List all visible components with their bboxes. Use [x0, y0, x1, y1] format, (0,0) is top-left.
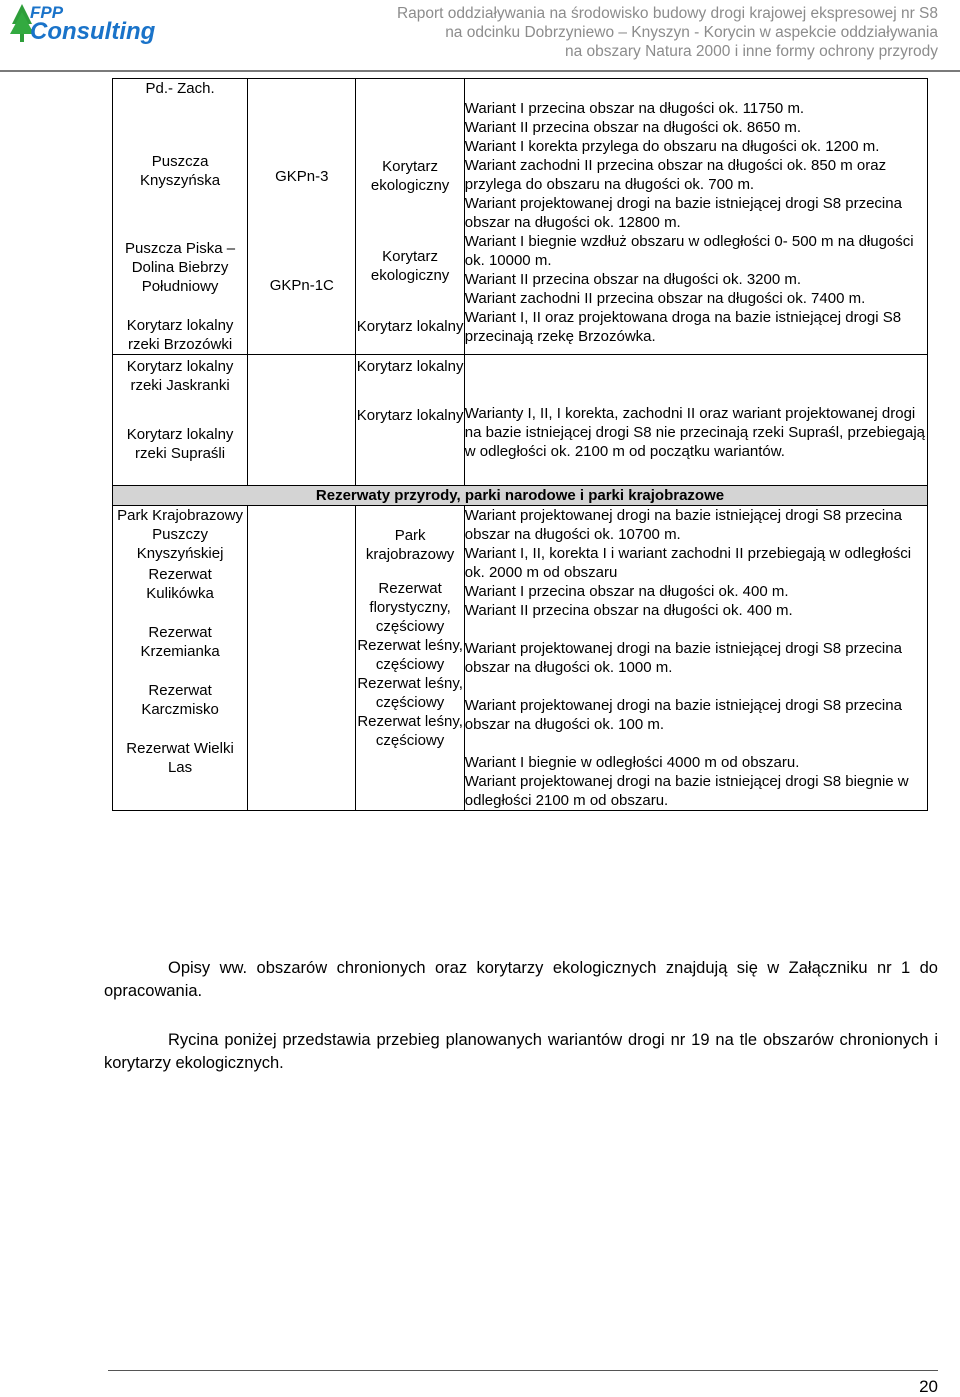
cell-text: Rezerwat Kulikówka — [146, 566, 214, 602]
protected-areas-table — [112, 78, 928, 811]
cell-text: GKPn-3 — [275, 168, 329, 185]
cell-text: Korytarz lokalny — [356, 318, 464, 335]
cell-text: Wariant projektowanej drogi na bazie istniejącej drogi S8 biegnie w odległości 2100 m od obszaru. — [464, 773, 909, 809]
cell-text: Puszcza Knyszyńska — [140, 153, 221, 189]
cell-text: Rezerwat florystyczny, częściowy — [369, 580, 451, 635]
logo-line-1: FPP — [30, 3, 64, 22]
cell-text: Park Krajobrazowy Puszczy Knyszyńskiej — [117, 507, 244, 562]
company-logo — [8, 2, 168, 44]
cell-text: Korytarz ekologiczny — [370, 158, 450, 194]
table-cell — [248, 355, 356, 486]
page-number: 20 — [919, 1377, 938, 1396]
cell-text: Rezerwat leśny, częściowy — [357, 713, 463, 749]
cell-text: Wariant projektowanej drogi na bazie istniejącej drogi S8 przecina obszar na długości ok. 1000 m. — [464, 640, 902, 676]
cell-text: Wariant zachodni II przecina obszar na długości ok. 7400 m. — [464, 290, 866, 307]
cell-text: Wariant zachodni II przecina obszar na długości ok. 850 m oraz przylega do obszaru na długości ok. 700 m. — [464, 157, 887, 193]
cell-text: Wariant projektowanej drogi na bazie istniejącej drogi S8 przecina obszar na długości ok. 100 m. — [464, 697, 902, 733]
logo-line-2: Consulting — [30, 18, 156, 45]
footer-divider — [108, 1370, 938, 1371]
cell-text: Wariant I korekta przylega do obszaru na długości ok. 1200 m. — [464, 138, 880, 155]
cell-text: Korytarz lokalny — [356, 407, 464, 424]
cell-text: Pd.- Zach. — [145, 80, 215, 97]
cell-text: Wariant I, II, korekta I i wariant zachodni II przebiegają w odległości ok. 2000 m od obszaru — [464, 545, 912, 581]
page-header — [0, 0, 960, 72]
table-cell — [356, 506, 464, 811]
cell-text: Wariant I biegnie w odległości 4000 m od obszaru. — [464, 754, 800, 771]
table-cell — [248, 79, 356, 355]
cell-text: Puszcza Piska – Dolina Biebrzy Południowy — [125, 240, 236, 295]
cell-text: Rezerwat leśny, częściowy — [357, 637, 463, 673]
cell-text: Park krajobrazowy — [365, 527, 455, 563]
report-title — [397, 4, 938, 61]
cell-text: Wariant I, II oraz projektowana droga na bazie istniejącej drogi S8 przecinają rzekę Brzozówka. — [464, 309, 902, 345]
table-row — [113, 79, 928, 355]
cell-text: Wariant II przecina obszar na długości ok. 400 m. — [464, 602, 793, 619]
cell-text: Wariant I przecina obszar na długości ok. 400 m. — [464, 583, 789, 600]
table-row — [113, 506, 928, 811]
cell-text: Korytarz lokalny — [356, 358, 464, 375]
cell-text: Wariant I przecina obszar na długości ok. 11750 m. — [464, 100, 805, 117]
section-header: Rezerwaty przyrody, parki narodowe i parki krajobrazowe — [113, 486, 928, 506]
table-row — [113, 486, 928, 506]
table-cell — [113, 79, 248, 355]
cell-text: Korytarz lokalny rzeki Jaskranki — [126, 358, 234, 394]
body-paragraph-2: Rycina poniżej przedstawia przebieg planowanych wariantów drogi nr 19 na tle obszarów chronionych i korytarzy ekologicznych. — [104, 1031, 938, 1072]
cell-text: Korytarz lokalny rzeki Brzozówki — [126, 317, 234, 353]
report-title-line-2: na odcinku Dobrzyniewo – Knyszyn - Korycin w aspekcie oddziaływania — [445, 24, 938, 41]
cell-text: Wariant I biegnie wzdłuż obszaru w odległości 0- 500 m na długości ok. 10000 m. — [464, 233, 914, 269]
table-cell — [356, 355, 464, 486]
cell-text: GKPn-1C — [269, 277, 334, 294]
cell-text: Warianty I, II, I korekta, zachodni II oraz wariant projektowanej drogi na bazie istniejącej drogi S8 nie przecinają rzeki Supraśl, przebiegają w odległości ok. 2100 m od początku wariantów. — [464, 405, 926, 460]
cell-text: Korytarz ekologiczny — [370, 248, 450, 284]
table-cell — [464, 355, 927, 486]
table-cell — [464, 79, 927, 355]
cell-text: Wariant II przecina obszar na długości ok. 3200 m. — [464, 271, 802, 288]
cell-text: Wariant projektowanej drogi na bazie istniejącej drogi S8 przecina obszar na długości ok. 12800 m. — [464, 195, 902, 231]
report-title-line-1: Raport oddziaływania na środowisko budowy drogi krajowej ekspresowej nr S8 — [396, 5, 938, 22]
cell-text: Wariant projektowanej drogi na bazie istniejącej drogi S8 przecina obszar na długości ok. 10700 m. — [464, 507, 902, 543]
cell-text: Rezerwat leśny, częściowy — [357, 675, 463, 711]
body-paragraph-1: Opisy ww. obszarów chronionych oraz korytarzy ekologicznych znajdują się w Załączniku nr 1 do opracowania. — [104, 959, 938, 1000]
cell-text: Wariant II przecina obszar na długości ok. 8650 m. — [464, 119, 802, 136]
cell-text: Korytarz lokalny rzeki Supraśli — [126, 426, 234, 462]
table-cell — [464, 506, 927, 811]
cell-text: Rezerwat Krzemianka — [140, 624, 220, 660]
cell-text: Rezerwat Wielki Las — [126, 740, 234, 776]
table-cell — [113, 355, 248, 486]
report-title-line-3: na obszary Natura 2000 i inne formy ochrony przyrody — [564, 43, 938, 60]
table-cell — [356, 79, 464, 355]
table-cell — [113, 506, 248, 811]
cell-text: Rezerwat Karczmisko — [141, 682, 219, 718]
table-cell — [248, 506, 356, 811]
header-divider — [0, 70, 960, 72]
table-row — [113, 355, 928, 486]
